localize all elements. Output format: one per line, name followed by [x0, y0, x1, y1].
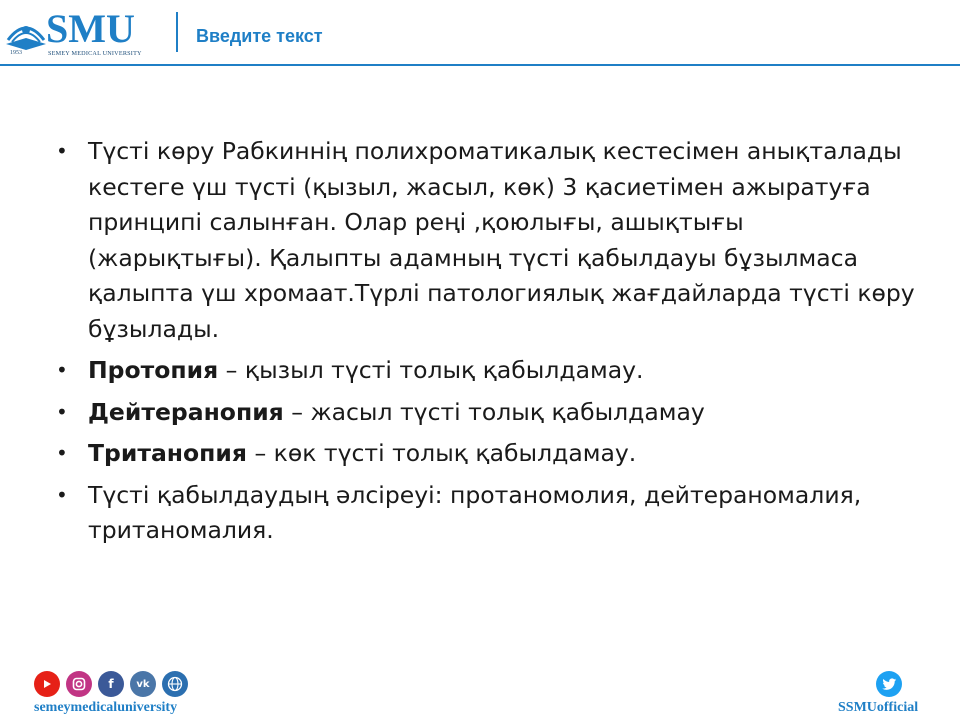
bullet-text: Түсті қабылдаудың әлсіреуі: протаномолия, дейтераномалия, тританомалия.	[88, 480, 862, 544]
header-title[interactable]: Введите текст	[196, 26, 323, 46]
bullet-text: – жасыл түсті толық қабылдамау	[283, 397, 705, 426]
footer-handle-left[interactable]: semeymedicaluniversity	[34, 700, 178, 715]
bullet-term: Тританопия	[88, 439, 247, 467]
logo-subtitle: SEMEY MEDICAL UNIVERSITY	[48, 50, 142, 57]
web-icon[interactable]	[162, 671, 188, 697]
footer-social-left	[34, 671, 214, 715]
youtube-icon[interactable]	[34, 671, 60, 697]
bullet-item	[56, 478, 916, 549]
slide-content	[56, 134, 916, 555]
facebook-icon[interactable]: f	[98, 671, 124, 697]
slide-header	[0, 0, 960, 66]
header-rule	[0, 64, 960, 66]
twitter-icon[interactable]	[876, 671, 902, 697]
bullet-dot-icon: •	[56, 399, 68, 424]
bullet-dot-icon: •	[56, 482, 68, 507]
bullet-dot-icon: •	[56, 441, 68, 465]
footer-social-right	[838, 671, 948, 715]
logo-emblem-icon	[4, 12, 48, 52]
logo-text: SMU	[46, 6, 135, 51]
bullet-list	[56, 134, 916, 549]
bullet-term: Протопия	[88, 356, 219, 384]
bullet-dot-icon: •	[56, 139, 68, 163]
social-icons-row	[34, 671, 214, 697]
bullet-item	[56, 353, 916, 389]
bullet-dot-icon: •	[56, 358, 68, 382]
footer-handle-right[interactable]: SSMUofficial	[838, 700, 919, 715]
bullet-text: – қызыл түсті толық қабылдамау.	[218, 356, 644, 384]
header-divider	[176, 12, 178, 52]
bullet-text: Түсті көру Рабкиннің полихроматикалық кестесімен анықталады кестеге үш түсті (қызыл, жасыл, көк) 3 қасиетімен ажыратуға принципі салынған. Олар реңі ,қоюлығы, ашықтығы (жарықтығы). Қалыпты адамның түсті қабылдауы бұзылмаса қалыпта үш хромаат.Түрлі патологиялық жағдайларда түсті көру бұзылады.	[88, 137, 915, 343]
instagram-icon[interactable]	[66, 671, 92, 697]
logo-year: 1953	[10, 50, 22, 56]
bullet-item	[56, 436, 916, 472]
vk-icon[interactable]: vk	[130, 671, 156, 697]
bullet-text: – көк түсті толық қабылдамау.	[246, 439, 637, 467]
bullet-item	[56, 134, 916, 347]
smu-logo	[4, 6, 164, 58]
bullet-term: Дейтеранопия	[88, 397, 284, 426]
bullet-item	[56, 395, 916, 431]
